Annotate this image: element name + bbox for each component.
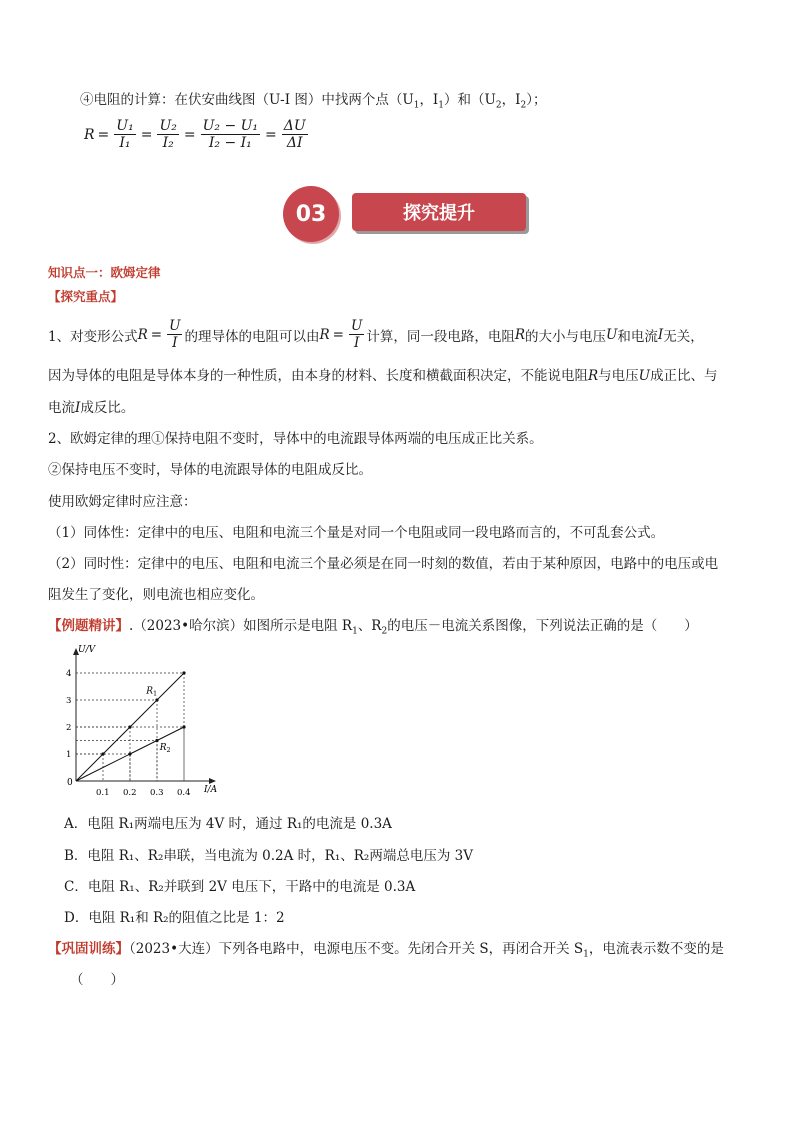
var-I: I xyxy=(75,400,81,416)
equals: = xyxy=(150,326,163,343)
y-tick-label: 1 xyxy=(66,750,72,760)
text: 、R xyxy=(357,618,382,634)
intro-text: ，I xyxy=(501,92,521,108)
sub: 2 xyxy=(520,100,527,111)
data-point-r1 xyxy=(101,752,104,755)
x-tick-label: 0.4 xyxy=(177,788,191,798)
denominator: I₂ − I₁ xyxy=(208,135,252,151)
text: 的大小与电压 xyxy=(525,328,607,345)
key-points-heading: 【探究重点】 xyxy=(48,289,124,304)
x-tick-label: 0.2 xyxy=(123,788,137,798)
var-R: R xyxy=(588,368,599,384)
text: （2023•大连）下列各电路中，电源电压不变。先闭合开关 S，再闭合开关 S xyxy=(129,941,584,957)
sub: 1 xyxy=(438,100,445,111)
section-title-badge: 探究提升 xyxy=(352,193,526,231)
intro-text: ）； xyxy=(526,92,547,108)
var-U: U xyxy=(606,326,618,343)
text: 和电流 xyxy=(617,328,658,345)
data-point-r2 xyxy=(128,752,131,755)
paragraph-4: 使用欧姆定律时应注意： xyxy=(48,494,197,510)
text: 无关， xyxy=(663,328,704,345)
text: 电流 xyxy=(48,400,75,416)
equals: = xyxy=(183,126,196,143)
text: 1、对变形公式 xyxy=(48,328,138,345)
knowledge-title: 知识点一：欧姆定律 xyxy=(48,265,161,280)
var-R: R xyxy=(319,326,330,343)
denominator: I xyxy=(172,335,178,351)
paragraph-6-line-1: （2）同时性：定律中的电压、电阻和电流三个量必须是在同一时刻的数值，若由于某种原因，电路中的电压或电 xyxy=(48,556,719,572)
data-point-r1 xyxy=(155,698,158,701)
fraction xyxy=(157,118,178,151)
sub: 2 xyxy=(495,100,502,111)
x-tick-label: 0.3 xyxy=(150,788,164,798)
paragraph-3: ②保持电压不变时，导体的电流跟导体的电阻成反比。 xyxy=(48,462,372,478)
y-tick-label: 2 xyxy=(66,723,72,733)
paragraph-1-line-1 xyxy=(48,318,704,351)
option-b: B．电阻 R₁、R₂串联，当电流为 0.2A 时，R₁、R₂两端总电压为 3V xyxy=(64,848,473,864)
x-axis-arrow xyxy=(209,778,216,784)
numerator: U₁ xyxy=(116,118,134,134)
var-R: R xyxy=(514,326,526,343)
data-point-r1 xyxy=(128,725,131,728)
paragraph-5: （1）同体性：定律中的电压、电阻和电流三个量是对同一个电阻或同一段电路而言的，不可乱套公式。 xyxy=(48,525,665,541)
text: ，电流表示数不变的是 xyxy=(588,941,724,957)
data-point-r1 xyxy=(182,671,185,674)
text: 成反比。 xyxy=(80,400,135,416)
data-point-r2 xyxy=(155,739,158,742)
intro-text: ，I xyxy=(419,92,439,108)
paragraph-6-line-2: 阻发生了变化，则电流也相应变化。 xyxy=(48,587,264,603)
text: 因为导体的电阻是导体本身的一种性质，由本身的材料、长度和横截面积决定，不能说电阻 xyxy=(48,368,588,384)
paragraph-2: 2、欧姆定律的理①保持电阻不变时，导体中的电流跟导体两端的电压成正比关系。 xyxy=(48,431,543,447)
var-I: I xyxy=(657,326,664,343)
fraction xyxy=(349,318,364,351)
intro-text: ）和（U xyxy=(444,92,496,108)
text: 的理导体的电阻可以由 xyxy=(184,328,320,345)
equals: = xyxy=(140,126,153,143)
resistance-formula xyxy=(84,118,310,151)
practice-tag: 【巩固训练】 xyxy=(48,941,129,957)
sub: 2 xyxy=(381,626,388,637)
fraction xyxy=(167,318,182,351)
paragraph-1-line-2 xyxy=(48,364,718,384)
sub: 1 xyxy=(583,949,589,960)
data-point-r2 xyxy=(182,725,185,728)
numerator: U₂ xyxy=(159,118,177,134)
y-tick-label: 3 xyxy=(66,696,72,706)
u-i-chart xyxy=(56,640,236,800)
example-tag: 【例题精讲】 xyxy=(48,618,129,634)
x-axis-label: I/A xyxy=(204,785,218,795)
series-label-r1: $R_1$ xyxy=(146,686,158,698)
numerator: U₂ − U₁ xyxy=(202,118,259,134)
option-c: C．电阻 R₁、R₂并联到 2V 电压下，干路中的电流是 0.3A xyxy=(64,879,416,895)
denominator: ΔI xyxy=(286,135,303,151)
equals: = xyxy=(332,326,344,343)
equals: = xyxy=(265,126,277,143)
equals: = xyxy=(97,126,110,143)
practice-question xyxy=(48,937,724,960)
option-a: A．电阻 R₁两端电压为 4V 时，通过 R₁的电流是 0.3A xyxy=(64,816,392,832)
y-axis-label: U/V xyxy=(78,645,96,655)
series-label-r2: $R_2$ xyxy=(159,742,171,754)
formula-R: R xyxy=(84,126,95,143)
text: 成正比、与 xyxy=(650,368,718,384)
text: 计算，同一段电路，电阻 xyxy=(366,328,515,345)
origin-label: 0 xyxy=(67,778,73,788)
denominator: I₁ xyxy=(119,135,131,151)
numerator: U xyxy=(169,318,181,334)
intro-line xyxy=(80,88,546,111)
denominator: I₂ xyxy=(162,135,174,151)
sub: 1 xyxy=(413,100,420,111)
example-question xyxy=(48,614,698,637)
text: 的电压－电流关系图像，下列说法正确的是（ ） xyxy=(387,618,698,634)
var-R: R xyxy=(137,326,148,343)
denominator: I xyxy=(353,335,360,351)
fraction xyxy=(282,118,308,151)
text: .（2023•哈尔滨）如图所示是电阻 R xyxy=(129,618,353,634)
practice-answer-paren: （ ） xyxy=(70,972,124,988)
text: 与电压 xyxy=(598,368,639,384)
fraction xyxy=(114,118,135,151)
option-d: D．电阻 R₁和 R₂的阻值之比是 1：2 xyxy=(64,910,285,926)
numerator: U xyxy=(350,318,363,334)
section-number-badge: 03 xyxy=(283,186,339,242)
y-tick-label: 4 xyxy=(66,669,72,679)
intro-text: ④电阻的计算：在伏安曲线图（U-I 图）中找两个点（U xyxy=(80,92,414,108)
fraction xyxy=(201,118,260,151)
series-label-subscript: 1 xyxy=(152,689,158,698)
var-U: U xyxy=(638,368,651,384)
x-tick-label: 0.1 xyxy=(96,788,110,798)
series-label-subscript: 2 xyxy=(166,745,171,754)
paragraph-1-line-3 xyxy=(48,396,134,416)
numerator: ΔU xyxy=(283,118,306,134)
sub: 1 xyxy=(352,626,358,637)
